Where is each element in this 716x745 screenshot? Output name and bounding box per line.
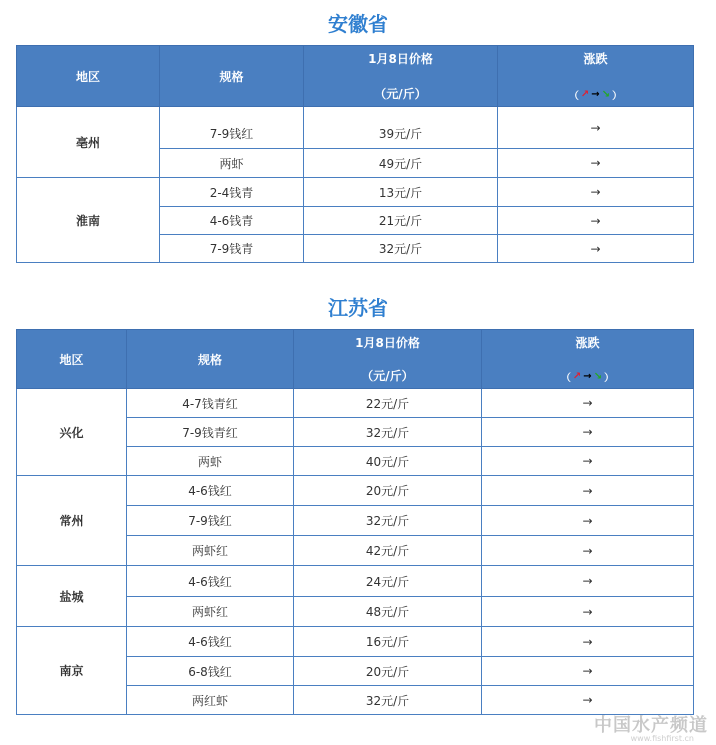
watermark-url: www.fishfirst.cn — [630, 734, 694, 743]
spec-cell: 2-4钱青 — [160, 178, 304, 207]
down-arrow-icon: ↘ — [601, 89, 611, 100]
region-cell: 兴化 — [17, 389, 127, 476]
price-cell: 32元/斤 — [294, 418, 482, 447]
header-price-date: 1月8日价格 — [368, 52, 433, 66]
price-cell: 20元/斤 — [294, 476, 482, 506]
legend-open: （ — [568, 91, 579, 102]
header-region: 地区 — [17, 330, 127, 389]
watermark-logo: 中国水产频道 — [594, 715, 708, 736]
spec-cell: 7-9钱红 — [160, 107, 304, 149]
spec-cell: 4-6钱红 — [127, 566, 294, 597]
change-legend — [561, 369, 614, 384]
header-region: 地区 — [17, 46, 160, 107]
price-table-jiangsu — [16, 329, 694, 715]
spec-cell: 6-8钱红 — [127, 657, 294, 686]
price-cell: 32元/斤 — [304, 235, 498, 263]
header-spec: 规格 — [127, 330, 294, 389]
region-cell: 盐城 — [17, 566, 127, 627]
flat-arrow-icon: → — [583, 371, 592, 382]
header-change-label: 涨跌 — [583, 52, 608, 66]
change-cell: → — [482, 506, 694, 536]
change-cell: → — [482, 418, 694, 447]
region-cell: 南京 — [17, 627, 127, 715]
header-price — [294, 330, 482, 389]
header-change-label: 涨跌 — [575, 336, 600, 350]
spec-cell: 4-6钱红 — [127, 476, 294, 506]
down-arrow-icon: ↘ — [593, 371, 603, 382]
change-cell: → — [482, 447, 694, 476]
header-change — [498, 46, 694, 107]
price-cell: 13元/斤 — [304, 178, 498, 207]
header-price-unit: （元/斤） — [361, 369, 414, 383]
spec-cell: 7-9钱红 — [127, 506, 294, 536]
spec-cell: 4-6钱青 — [160, 207, 304, 235]
region-cell: 常州 — [17, 476, 127, 566]
change-cell: → — [498, 149, 694, 178]
legend-close: ） — [612, 91, 623, 102]
header-price-unit: （元/斤） — [374, 87, 427, 101]
change-cell: → — [498, 178, 694, 207]
change-cell: → — [482, 566, 694, 597]
up-arrow-icon: ↗ — [580, 89, 590, 100]
change-cell: → — [482, 597, 694, 627]
price-cell: 48元/斤 — [294, 597, 482, 627]
region-cell: 淮南 — [17, 178, 160, 263]
change-cell: → — [482, 657, 694, 686]
price-cell: 20元/斤 — [294, 657, 482, 686]
spec-cell: 4-6钱红 — [127, 627, 294, 657]
spec-cell: 两虾 — [160, 149, 304, 178]
spec-cell: 两虾红 — [127, 536, 294, 566]
price-cell: 49元/斤 — [304, 149, 498, 178]
price-cell: 40元/斤 — [294, 447, 482, 476]
price-cell: 42元/斤 — [294, 536, 482, 566]
legend-close: ） — [604, 373, 615, 384]
price-cell: 16元/斤 — [294, 627, 482, 657]
price-cell: 24元/斤 — [294, 566, 482, 597]
change-legend — [569, 87, 622, 102]
spec-cell: 两虾红 — [127, 597, 294, 627]
spec-cell: 4-7钱青红 — [127, 389, 294, 418]
change-cell: → — [498, 235, 694, 263]
price-cell: 32元/斤 — [294, 506, 482, 536]
price-cell: 21元/斤 — [304, 207, 498, 235]
flat-arrow-icon: → — [591, 89, 600, 100]
spec-cell: 两虾 — [127, 447, 294, 476]
change-cell: → — [482, 627, 694, 657]
header-change — [482, 330, 694, 389]
section-title-anhui: 安徽省 — [328, 12, 388, 36]
price-cell: 32元/斤 — [294, 686, 482, 715]
change-cell: → — [482, 686, 694, 715]
header-price — [304, 46, 498, 107]
price-cell: 22元/斤 — [294, 389, 482, 418]
change-cell: → — [482, 476, 694, 506]
header-spec: 规格 — [160, 46, 304, 107]
change-cell: → — [498, 207, 694, 235]
change-cell: → — [498, 107, 694, 149]
change-cell: → — [482, 536, 694, 566]
spec-cell: 7-9钱青红 — [127, 418, 294, 447]
header-price-date: 1月8日价格 — [355, 336, 420, 350]
spec-cell: 7-9钱青 — [160, 235, 304, 263]
up-arrow-icon: ↗ — [572, 371, 582, 382]
section-title-jiangsu: 江苏省 — [328, 296, 388, 320]
change-cell: → — [482, 389, 694, 418]
spec-cell: 两红虾 — [127, 686, 294, 715]
price-cell: 39元/斤 — [304, 107, 498, 149]
region-cell: 亳州 — [17, 107, 160, 178]
legend-open: （ — [560, 373, 571, 384]
price-table-anhui — [16, 45, 694, 263]
